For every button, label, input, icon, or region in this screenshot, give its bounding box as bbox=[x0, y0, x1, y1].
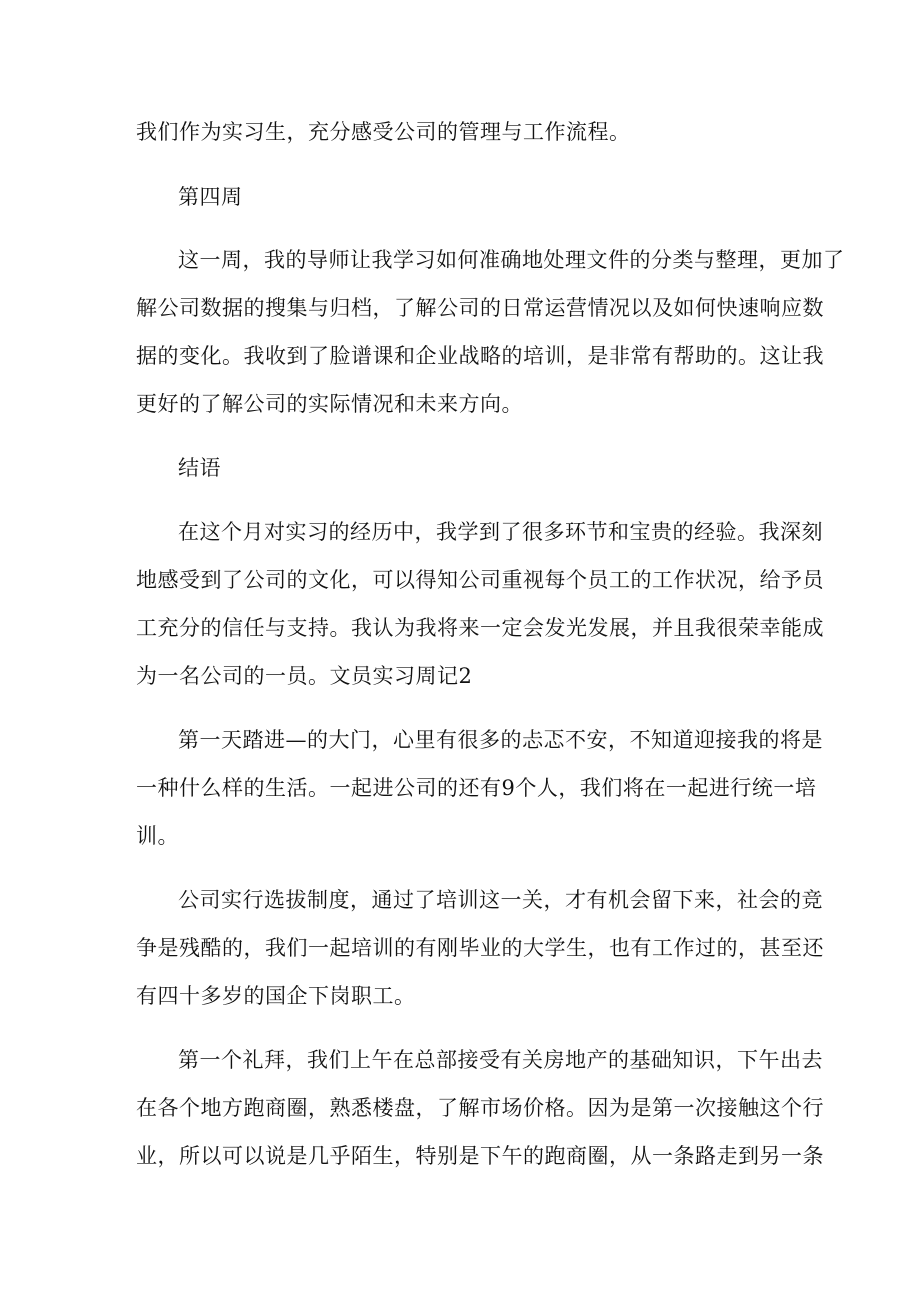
text-line: 这一周，我的导师让我学习如何准确地处理文件的分类与整理，更加了 bbox=[178, 248, 845, 272]
text-line: 地感受到了公司的文化，可以得知公司重视每个员工的工作状况，给予员 bbox=[136, 568, 824, 592]
text-line: 有四十多岁的国企下岗职工。 bbox=[136, 984, 416, 1008]
text-line: 在各个地方跑商圈，熟悉楼盘，了解市场价格。因为是第一次接触这个行 bbox=[136, 1096, 824, 1120]
text-line: 一种什么样的生活。一起进公司的还有9个人，我们将在一起进行统一培 bbox=[136, 776, 817, 800]
text-line: 在这个月对实习的经历中，我学到了很多环节和宝贵的经验。我深刻 bbox=[178, 520, 823, 544]
text-line: 训。 bbox=[136, 824, 179, 848]
text-line: 争是残酷的，我们一起培训的有刚毕业的大学生，也有工作过的，甚至还 bbox=[136, 936, 824, 960]
section-heading: 结语 bbox=[178, 456, 221, 480]
text-line: 第一个礼拜，我们上午在总部接受有关房地产的基础知识，下午出去 bbox=[178, 1048, 823, 1072]
text-line: 工充分的信任与支持。我认为我将来一定会发光发展，并且我很荣幸能成 bbox=[136, 616, 824, 640]
text-line: 更好的了解公司的实际情况和未来方向。 bbox=[136, 392, 523, 416]
text-line: 据的变化。我收到了脸谱课和企业战略的培训，是非常有帮助的。这让我 bbox=[136, 344, 824, 368]
text-line: 为一名公司的一员。文员实习周记2 bbox=[136, 664, 473, 688]
section-heading: 第四周 bbox=[178, 185, 243, 209]
text-line: 第一天踏进—的大门，心里有很多的忐忑不安，不知道迎接我的将是 bbox=[178, 728, 823, 752]
text-line: 公司实行选拔制度，通过了培训这一关，才有机会留下来，社会的竞 bbox=[178, 888, 823, 912]
text-line: 我们作为实习生，充分感受公司的管理与工作流程。 bbox=[136, 120, 631, 144]
text-line: 业，所以可以说是几乎陌生，特别是下午的跑商圈，从一条路走到另一条 bbox=[136, 1144, 824, 1168]
text-line: 解公司数据的搜集与归档，了解公司的日常运营情况以及如何快速响应数 bbox=[136, 296, 824, 320]
